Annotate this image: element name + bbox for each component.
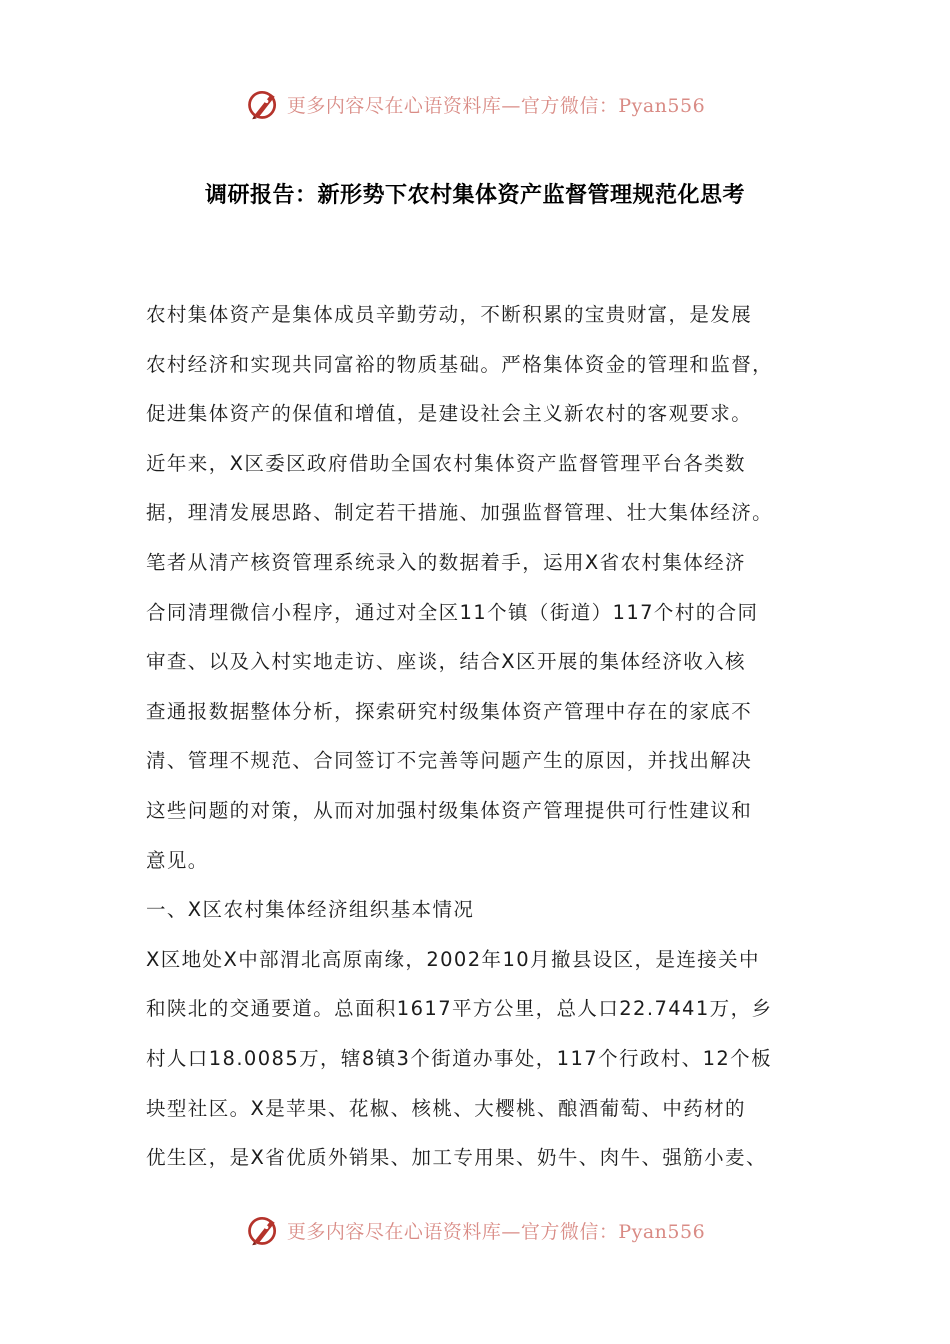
text-line: 块型社区。X是苹果、花椒、核桃、大樱桃、酿酒葡萄、中药材的: [146, 1096, 746, 1120]
text-line: 清、管理不规范、合同签订不完善等问题产生的原因，并找出解决: [146, 749, 753, 773]
text-line: 村人口18.0085万，辖8镇3个街道办事处，117个行政村、12个板: [146, 1046, 772, 1070]
text-line: 查通报数据整体分析，探索研究村级集体资产管理中存在的家底不: [146, 699, 753, 723]
text-line: 合同清理微信小程序，通过对全区11个镇（街道）117个村的合同: [146, 600, 759, 624]
pen-logo-icon: [245, 86, 281, 122]
text-line: 近年来，X区委区政府借助全国农村集体资产监督管理平台各类数: [146, 451, 746, 475]
text-line: 这些问题的对策，从而对加强村级集体资产管理提供可行性建议和: [146, 798, 753, 822]
section-heading: 一、X区农村集体经济组织基本情况: [146, 898, 475, 922]
text-line: 优生区，是X省优质外销果、加工专用果、奶牛、肉牛、强筋小麦、: [146, 1146, 767, 1170]
text-line: X区地处X中部渭北高原南缘，2002年10月撤县设区，是连接关中: [146, 947, 760, 971]
watermark-header: [0, 84, 950, 124]
document-body: [146, 290, 826, 1183]
text-line: 笔者从清产核资管理系统录入的数据着手，运用X省农村集体经济: [146, 550, 746, 574]
text-line: 意见。: [146, 848, 209, 872]
text-line: 据，理清发展思路、制定若干措施、加强监督管理、壮大集体经济。: [146, 501, 774, 525]
text-line: 农村集体资产是集体成员辛勤劳动，不断积累的宝贵财富，是发展: [146, 303, 753, 326]
text-line: 和陕北的交通要道。总面积1617平方公里，总人口22.7441万，乡: [146, 997, 773, 1021]
watermark-footer: [0, 1210, 950, 1250]
text-line: 农村经济和实现共同富裕的物质基础。严格集体资金的管理和监督，: [146, 352, 774, 376]
watermark-text: 更多内容尽在心语资料库—官方微信：Pyan556: [286, 94, 706, 117]
watermark-text: 更多内容尽在心语资料库—官方微信：Pyan556: [286, 1220, 706, 1243]
text-line: 审查、以及入村实地走访、座谈，结合X区开展的集体经济收入核: [146, 650, 746, 674]
text-line: 促进集体资产的保值和增值，是建设社会主义新农村的客观要求。: [146, 402, 753, 426]
pen-logo-icon: [245, 1212, 281, 1248]
document-title: 调研报告：新形势下农村集体资产监督管理规范化思考: [204, 183, 745, 208]
